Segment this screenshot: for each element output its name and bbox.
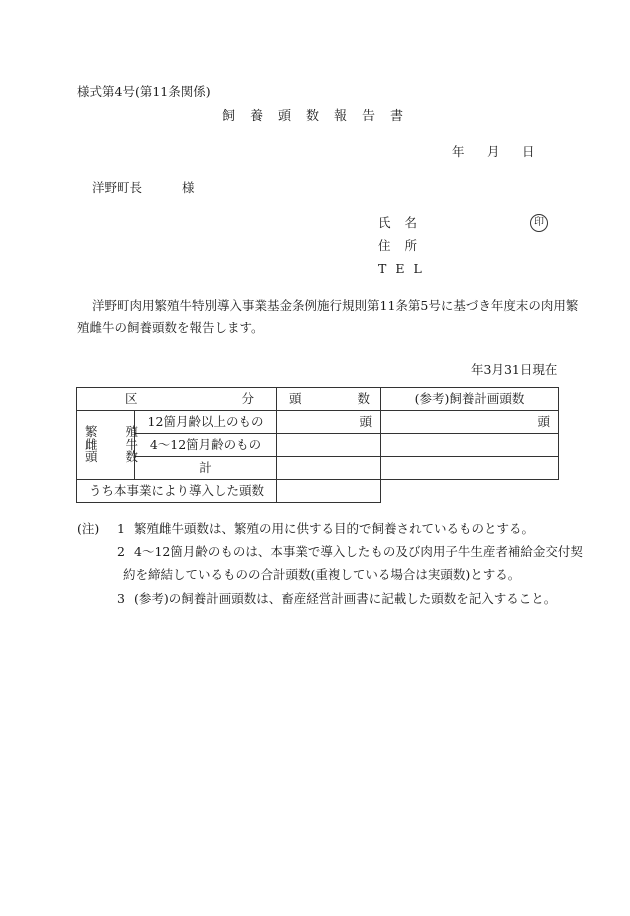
introduced-plan-cell[interactable] bbox=[381, 480, 559, 503]
row-count-cell[interactable] bbox=[277, 457, 381, 480]
addressee-honorific: 様 bbox=[182, 180, 195, 195]
row-group-label-line: 繁 殖 bbox=[85, 424, 150, 440]
row-label: 12箇月齢以上のもの bbox=[135, 411, 277, 434]
note-1-number: 1 bbox=[117, 521, 125, 536]
note-3-number: 3 bbox=[117, 591, 125, 606]
row-label: 4〜12箇月齢のもの bbox=[135, 434, 277, 457]
document-title: 飼養頭数報告書 bbox=[222, 109, 419, 124]
notes-prefix: (注) bbox=[77, 521, 100, 536]
row-group-label bbox=[77, 411, 150, 480]
row-count-cell[interactable]: 頭 bbox=[277, 411, 381, 434]
note-1-text: 繁殖雌牛頭数は、繁殖の用に供する目的で飼養されているものとする。 bbox=[134, 521, 535, 536]
date-day-label: 日 bbox=[522, 144, 535, 159]
date-month-label: 月 bbox=[487, 144, 500, 159]
row-group-label-line: 頭 数 bbox=[85, 449, 150, 465]
applicant-name-label: 氏名 bbox=[378, 215, 432, 230]
note-2-number: 2 bbox=[117, 544, 125, 559]
header-count-a: 頭 bbox=[289, 390, 302, 406]
introduced-count-label: うち本事業により導入した頭数 bbox=[77, 480, 277, 503]
row-plan-cell[interactable]: 頭 bbox=[381, 411, 559, 434]
as-of-date: 年3月31日現在 bbox=[471, 362, 558, 377]
header-count bbox=[277, 388, 381, 411]
introduced-count-cell[interactable] bbox=[277, 480, 381, 503]
livestock-count-table bbox=[76, 387, 559, 503]
row-group-label-line: 雌 牛 bbox=[85, 436, 150, 452]
header-plan: (参考)飼養計画頭数 bbox=[381, 388, 559, 411]
row-count-cell[interactable] bbox=[277, 434, 381, 457]
table-row bbox=[77, 411, 559, 434]
body-text-line2: 殖雌牛の飼養頭数を報告します。 bbox=[77, 320, 264, 335]
applicant-tel-label: TEL bbox=[378, 261, 431, 276]
addressee-name: 洋野町長 bbox=[92, 180, 143, 195]
row-plan-cell[interactable] bbox=[381, 457, 559, 480]
row-label: 計 bbox=[135, 457, 277, 480]
note-3-text: (参考)の飼養計画頭数は、畜産経営計画書に記載した頭数を記入すること。 bbox=[134, 591, 557, 606]
header-category bbox=[77, 388, 277, 411]
table-row bbox=[77, 480, 559, 503]
table-header-row bbox=[77, 388, 559, 411]
note-2-text-line2: 約を締結しているものの合計頭数(重複している場合は実頭数)とする。 bbox=[123, 567, 521, 582]
note-2-text-line1: 4〜12箇月齢のものは、本事業で導入したもの及び肉用子牛生産者補給金交付契 bbox=[134, 544, 583, 559]
body-text-line1: 洋野町肉用繁殖牛特別導入事業基金条例施行規則第11条第5号に基づき年度末の肉用繁 bbox=[92, 298, 579, 313]
seal-mark: 印 bbox=[530, 214, 548, 232]
row-plan-cell[interactable] bbox=[381, 434, 559, 457]
applicant-address-label: 住所 bbox=[378, 238, 432, 253]
date-year-label: 年 bbox=[452, 144, 465, 159]
header-count-b: 数 bbox=[357, 390, 370, 406]
form-number: 様式第4号(第11条関係) bbox=[77, 84, 211, 99]
header-category-b: 分 bbox=[241, 390, 254, 406]
header-category-a: 区 bbox=[125, 390, 138, 406]
